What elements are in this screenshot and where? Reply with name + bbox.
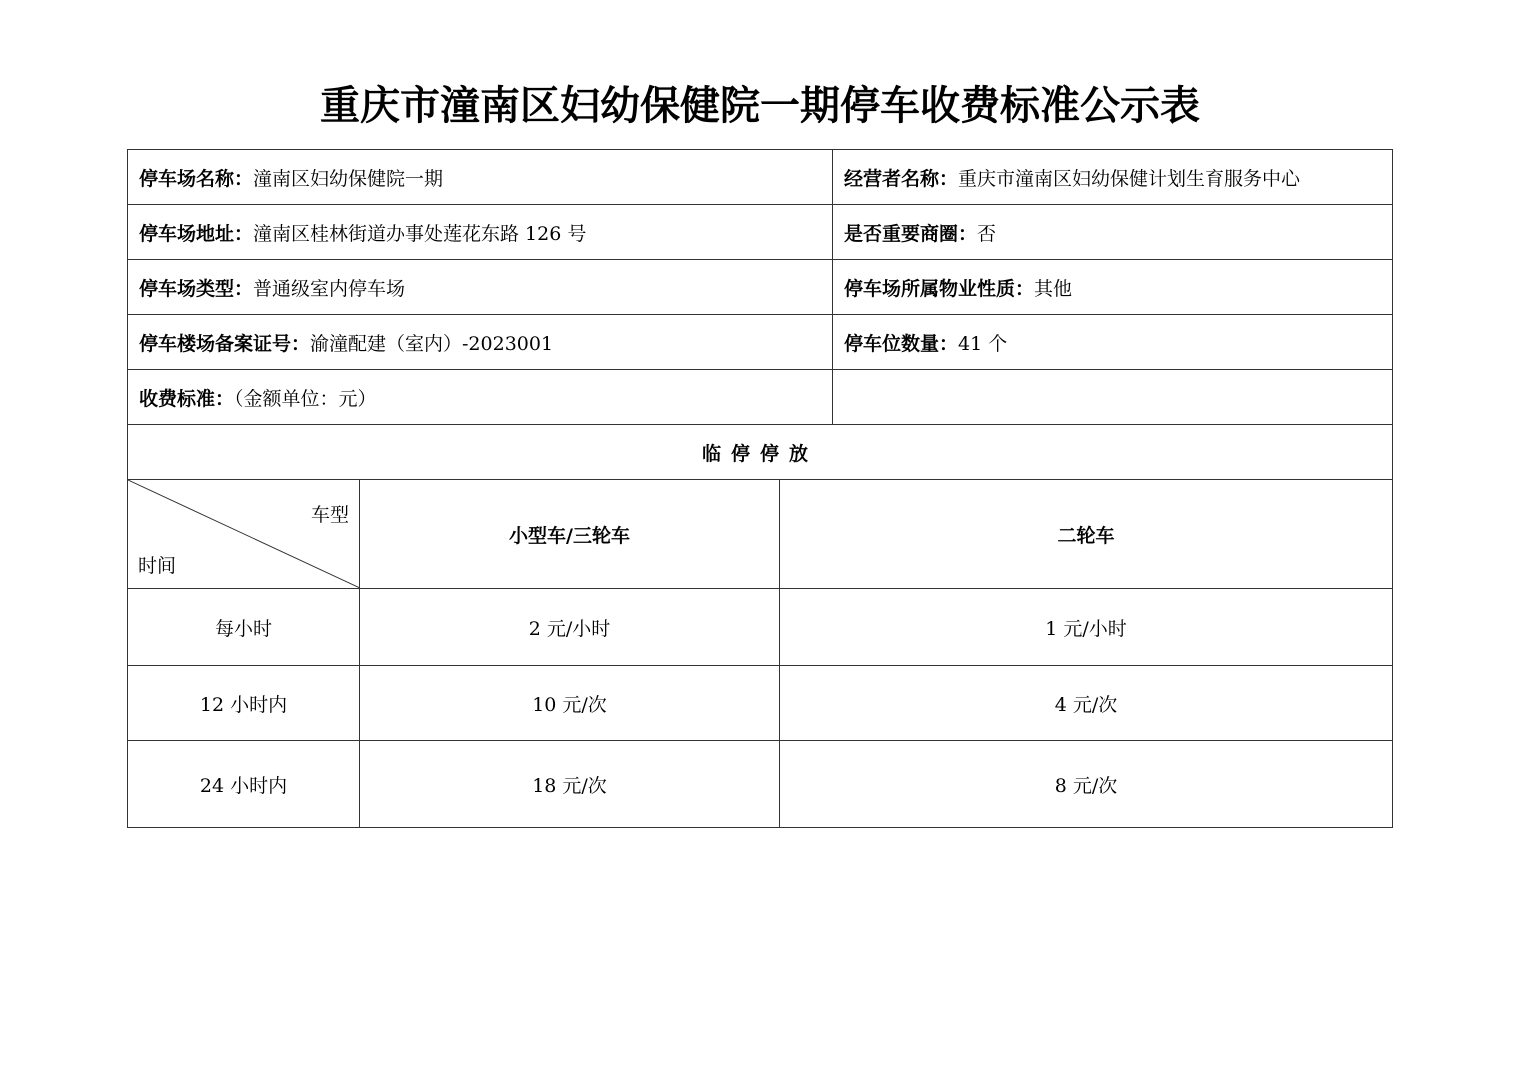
empty-cell bbox=[833, 370, 1393, 425]
small-vehicle-header: 小型车/三轮车 bbox=[360, 480, 780, 589]
two-wheel-rate-cell: 1 元/小时 bbox=[780, 589, 1393, 666]
table-row bbox=[128, 666, 1393, 741]
time-cell: 12 小时内 bbox=[128, 666, 360, 741]
time-cell: 每小时 bbox=[128, 589, 360, 666]
small-rate-cell: 18 元/次 bbox=[360, 741, 780, 828]
small-rate-cell: 2 元/小时 bbox=[360, 589, 780, 666]
record-cell bbox=[128, 315, 833, 370]
time-label: 时间 bbox=[138, 555, 177, 577]
address-label: 停车场地址： bbox=[139, 222, 254, 245]
spaces-cell bbox=[833, 315, 1393, 370]
info-row-address bbox=[128, 205, 1393, 260]
type-cell bbox=[128, 260, 833, 315]
page-title: 重庆市潼南区妇幼保健院一期停车收费标准公示表 bbox=[320, 83, 1200, 129]
property-cell bbox=[833, 260, 1393, 315]
info-row-record bbox=[128, 315, 1393, 370]
section-row bbox=[128, 425, 1393, 480]
spaces-value: 41 个 bbox=[958, 332, 1008, 355]
fee-standard-label: 收费标准： bbox=[139, 387, 235, 410]
info-row-name bbox=[128, 150, 1393, 205]
table-row bbox=[128, 589, 1393, 666]
business-district-label: 是否重要商圈： bbox=[844, 222, 978, 245]
time-cell: 24 小时内 bbox=[128, 741, 360, 828]
record-value: 渝潼配建（室内）-2023001 bbox=[310, 332, 554, 355]
type-value: 普通级室内停车场 bbox=[253, 277, 406, 300]
lot-name-cell bbox=[128, 150, 833, 205]
business-district-value: 否 bbox=[977, 222, 997, 245]
fee-standard-cell bbox=[128, 370, 833, 425]
lot-name-label: 停车场名称： bbox=[139, 167, 254, 190]
vehicle-type-label: 车型 bbox=[310, 504, 349, 526]
info-row-type bbox=[128, 260, 1393, 315]
fee-table bbox=[127, 149, 1393, 828]
header-row bbox=[128, 480, 1393, 589]
property-value: 其他 bbox=[1034, 277, 1073, 300]
two-wheel-rate-cell: 4 元/次 bbox=[780, 666, 1393, 741]
section-title: 临停停放 bbox=[128, 425, 1393, 480]
small-rate-cell: 10 元/次 bbox=[360, 666, 780, 741]
fee-unit-value: （金额单位：元） bbox=[234, 387, 377, 410]
address-value: 潼南区桂林街道办事处莲花东路 126 号 bbox=[253, 222, 587, 245]
diagonal-header-cell bbox=[128, 480, 360, 589]
lot-name-value: 潼南区妇幼保健院一期 bbox=[253, 167, 444, 190]
info-row-fee bbox=[128, 370, 1393, 425]
operator-cell bbox=[833, 150, 1393, 205]
table-row bbox=[128, 741, 1393, 828]
address-cell bbox=[128, 205, 833, 260]
two-wheel-rate-cell: 8 元/次 bbox=[780, 741, 1393, 828]
operator-label: 经营者名称： bbox=[844, 167, 959, 190]
record-label: 停车楼场备案证号： bbox=[139, 332, 311, 355]
spaces-label: 停车位数量： bbox=[844, 332, 959, 355]
type-label: 停车场类型： bbox=[139, 277, 254, 300]
operator-value: 重庆市潼南区妇幼保健计划生育服务中心 bbox=[958, 167, 1301, 190]
business-district-cell bbox=[833, 205, 1393, 260]
property-label: 停车场所属物业性质： bbox=[844, 277, 1035, 300]
two-wheel-header: 二轮车 bbox=[780, 480, 1393, 589]
